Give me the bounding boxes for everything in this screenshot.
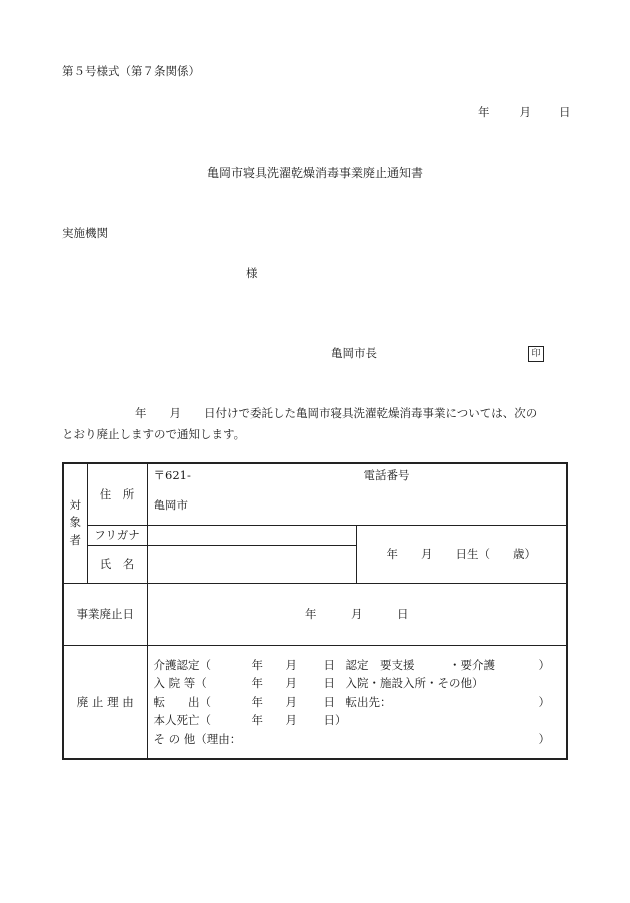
- name-field[interactable]: [147, 545, 356, 583]
- reason-y: 年: [251, 676, 263, 690]
- recipient-honorific: 様: [246, 266, 258, 280]
- reason-d: 日）: [323, 713, 347, 727]
- furigana-field[interactable]: [147, 525, 356, 545]
- reason-m: 月: [285, 713, 297, 727]
- reason-close-paren: ）: [538, 731, 550, 746]
- reason-label: 廃 止 理 由: [63, 645, 147, 759]
- reason-a: そ の 他（理由：: [153, 731, 242, 746]
- document-title: 亀岡市寝具洗濯乾燥消毒事業廃止通知書: [206, 166, 423, 180]
- reason-row: [154, 693, 567, 712]
- reason-detail: 転出先：: [345, 694, 392, 709]
- reason-y: 年: [251, 713, 263, 727]
- form-number: 第５号様式（第７条関係）: [62, 64, 200, 78]
- reason-field[interactable]: [147, 645, 567, 759]
- reason-row: [154, 674, 567, 693]
- city-name: 亀岡市: [153, 498, 188, 512]
- furigana-label: フリガナ: [87, 525, 147, 545]
- reason-m: 月: [285, 694, 297, 709]
- reason-detail: 認定 要支援 ・要介護: [345, 657, 495, 672]
- date-day-label: 日: [559, 105, 571, 119]
- reason-y: 年: [251, 694, 263, 709]
- sender-name: 亀岡市長: [331, 346, 377, 360]
- reason-row: [154, 656, 567, 675]
- subject-label-char: 象: [69, 515, 81, 530]
- abolish-date-field[interactable]: 年 月 日: [147, 583, 567, 645]
- recipient-label: 実施機関: [62, 226, 108, 240]
- reason-a: 介護認定（: [153, 657, 211, 672]
- reason-d: 日: [323, 676, 335, 690]
- reason-d: 日: [323, 694, 335, 709]
- phone-label: 電話番号: [363, 468, 410, 482]
- address-cell[interactable]: [147, 463, 567, 525]
- body-text-line-1: 年 月 日付けで委託した亀岡市寝具洗濯乾燥消毒事業については、次の: [135, 406, 538, 420]
- subject-label-char: 者: [69, 533, 81, 548]
- address-label: 住 所: [87, 463, 147, 525]
- date-year-label: 年: [478, 105, 490, 119]
- seal-mark: 印: [528, 346, 544, 362]
- reason-a: 転 出（: [153, 694, 211, 709]
- birth-date[interactable]: 年 月 日生（ 歳）: [356, 525, 567, 583]
- reason-detail: 入院・施設入所・その他）: [345, 676, 484, 690]
- reason-m: 月: [285, 676, 297, 690]
- body-text-line-2: とおり廃止しますので通知します。: [62, 427, 246, 441]
- reason-d: 日: [323, 657, 335, 672]
- name-label: 氏 名: [87, 545, 147, 583]
- subject-label-char: 対: [69, 497, 81, 512]
- reason-row: [154, 711, 567, 730]
- reason-a: 入 院 等（: [153, 676, 207, 690]
- reason-close-paren: ）: [538, 694, 550, 709]
- notification-table: [62, 462, 568, 760]
- subject-label: [63, 463, 87, 583]
- reason-row: [154, 730, 567, 749]
- issue-date: [478, 107, 571, 119]
- reason-m: 月: [285, 657, 297, 672]
- reason-a: 本人死亡（: [153, 713, 211, 727]
- date-month-label: 月: [519, 105, 531, 119]
- abolish-date-label: 事業廃止日: [63, 583, 147, 645]
- postal-code: 〒621-: [153, 468, 191, 482]
- reason-close-paren: ）: [538, 657, 550, 672]
- reason-y: 年: [251, 657, 263, 672]
